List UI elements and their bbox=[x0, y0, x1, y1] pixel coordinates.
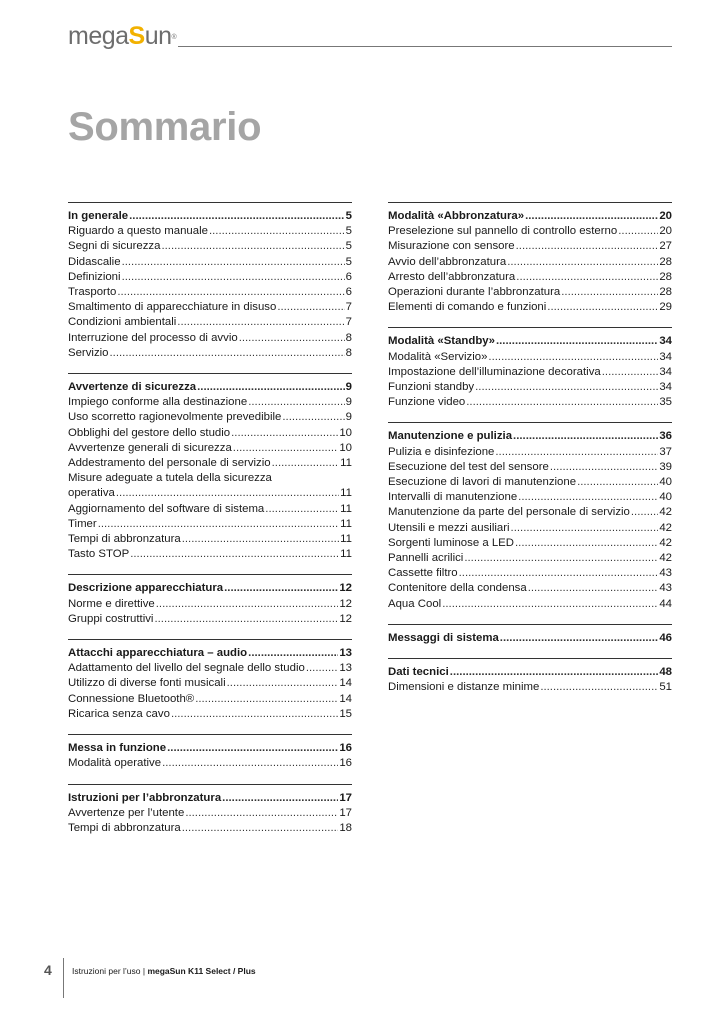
toc-page-number: 46 bbox=[659, 631, 672, 644]
toc-entry[interactable] bbox=[388, 300, 672, 315]
toc-page-number: 42 bbox=[659, 521, 672, 534]
toc-entry-title: Funzioni standby bbox=[388, 381, 475, 394]
toc-entry[interactable] bbox=[68, 300, 352, 315]
toc-entry-title: Messa in funzione bbox=[68, 742, 167, 755]
toc-entry[interactable] bbox=[68, 224, 352, 239]
toc-entry-title: Dati tecnici bbox=[388, 666, 449, 679]
toc-page-number: 36 bbox=[659, 430, 672, 443]
toc-page-number: 8 bbox=[345, 346, 352, 359]
toc-section bbox=[68, 373, 352, 562]
toc-leader-dots bbox=[162, 756, 338, 771]
toc-entry-title: Utensili e mezzi ausiliari bbox=[388, 521, 510, 534]
toc-page-number: 9 bbox=[345, 381, 352, 394]
toc-page-number: 40 bbox=[659, 476, 672, 489]
toc-page-number: 42 bbox=[659, 552, 672, 565]
toc-entry[interactable] bbox=[388, 505, 672, 520]
toc-leader-dots bbox=[233, 441, 339, 456]
toc-page-number: 12 bbox=[339, 582, 352, 595]
toc-leader-dots bbox=[618, 224, 658, 239]
toc-page-number: 43 bbox=[659, 567, 672, 580]
toc-entry-title: Aqua Cool bbox=[388, 597, 442, 610]
toc-entry-title: Aggiornamento del software di sistema bbox=[68, 502, 265, 515]
toc-leader-dots bbox=[515, 536, 658, 551]
toc-page-number: 6 bbox=[345, 286, 352, 299]
toc-entry[interactable] bbox=[68, 707, 352, 722]
toc-entry-title: Timer bbox=[68, 517, 97, 530]
toc-entry[interactable] bbox=[68, 502, 352, 517]
toc-page-number: 11 bbox=[340, 457, 352, 470]
toc-entry-title: Contenitore della condensa bbox=[388, 582, 527, 595]
toc-entry-title: Manutenzione da parte del personale di servizio bbox=[388, 506, 630, 519]
footer-doc-label: Istruzioni per l’uso | bbox=[72, 966, 148, 976]
toc-page-number: 42 bbox=[659, 506, 672, 519]
toc-page-number: 11 bbox=[340, 487, 352, 500]
toc-page-number: 28 bbox=[659, 286, 672, 299]
toc-leader-dots bbox=[464, 551, 658, 566]
toc-leader-dots bbox=[459, 566, 659, 581]
toc-page-number: 12 bbox=[339, 597, 352, 610]
toc-page-number: 11 bbox=[340, 533, 352, 546]
footer-product-name: megaSun K11 Select / Plus bbox=[147, 966, 256, 976]
toc-page-number: 15 bbox=[339, 707, 352, 720]
toc-leader-dots bbox=[450, 665, 659, 680]
toc-section-heading[interactable] bbox=[68, 741, 352, 756]
toc-entry-title: Misurazione con sensore bbox=[388, 240, 515, 253]
toc-entry-title: Funzione video bbox=[388, 396, 466, 409]
toc-page-number: 28 bbox=[659, 255, 672, 268]
toc-leader-dots bbox=[98, 517, 339, 532]
toc-page-number: 48 bbox=[659, 666, 672, 679]
toc-leader-dots bbox=[224, 581, 338, 596]
toc-entry-title: Modalità operative bbox=[68, 757, 162, 770]
toc-page-number: 14 bbox=[339, 692, 352, 705]
page-number: 4 bbox=[44, 962, 52, 978]
toc-entry-title: Elementi di comando e funzioni bbox=[388, 301, 547, 314]
toc-entry[interactable] bbox=[388, 460, 672, 475]
toc-leader-dots bbox=[122, 255, 345, 270]
toc-page-number: 29 bbox=[659, 301, 672, 314]
toc-page-number: 9 bbox=[345, 396, 352, 409]
toc-leader-dots bbox=[161, 239, 344, 254]
toc-entry[interactable] bbox=[68, 270, 352, 285]
toc-section-heading[interactable] bbox=[68, 791, 352, 806]
toc-leader-dots bbox=[117, 285, 344, 300]
toc-entry-title: Servizio bbox=[68, 346, 109, 359]
toc-leader-dots bbox=[475, 380, 658, 395]
toc-entry[interactable] bbox=[68, 821, 352, 836]
toc-leader-dots bbox=[265, 502, 339, 517]
toc-page-number: 40 bbox=[659, 491, 672, 504]
toc-page-number: 9 bbox=[345, 411, 352, 424]
toc-entry-title: Sorgenti luminose a LED bbox=[388, 536, 514, 549]
toc-leader-dots bbox=[130, 547, 339, 562]
toc-leader-dots bbox=[195, 692, 338, 707]
toc-leader-dots bbox=[116, 486, 339, 501]
toc-page-number: 17 bbox=[339, 791, 352, 804]
toc-entry[interactable] bbox=[388, 680, 672, 695]
toc-leader-dots bbox=[182, 821, 339, 836]
toc-entry-title: Ricarica senza cavo bbox=[68, 707, 170, 720]
toc-section-heading[interactable] bbox=[388, 429, 672, 444]
toc-leader-dots bbox=[577, 475, 658, 490]
toc-entry[interactable] bbox=[68, 597, 352, 612]
toc-entry[interactable] bbox=[388, 285, 672, 300]
toc-entry[interactable] bbox=[388, 255, 672, 270]
toc-entry[interactable] bbox=[68, 441, 352, 456]
toc-entry-title: Avvertenze per l’utente bbox=[68, 806, 185, 819]
toc-entry-title: Misure adeguate a tutela della sicurezza bbox=[68, 472, 272, 485]
toc-entry-title: Connessione Bluetooth® bbox=[68, 692, 195, 705]
logo-text-suffix: un bbox=[144, 22, 172, 50]
toc-leader-dots bbox=[156, 597, 339, 612]
toc-page-number: 14 bbox=[339, 677, 352, 690]
toc-entry-title: Esecuzione di lavori di manutenzione bbox=[388, 476, 577, 489]
toc-page-number: 5 bbox=[345, 255, 352, 268]
toc-leader-dots bbox=[248, 646, 338, 661]
toc-entry[interactable] bbox=[388, 581, 672, 596]
toc-leader-dots bbox=[495, 445, 658, 460]
toc-entry-title: Descrizione apparecchiatura bbox=[68, 582, 224, 595]
toc-page-number: 17 bbox=[339, 806, 352, 819]
toc-page-number: 34 bbox=[659, 365, 672, 378]
toc-section bbox=[68, 639, 352, 722]
toc-entry-title: Arresto dell’abbronzatura bbox=[388, 270, 516, 283]
toc-entry[interactable] bbox=[388, 536, 672, 551]
toc-entry[interactable] bbox=[68, 661, 352, 676]
toc-page-number: 7 bbox=[345, 301, 352, 314]
toc-entry[interactable] bbox=[68, 676, 352, 691]
toc-entry[interactable] bbox=[388, 395, 672, 410]
toc-entry[interactable] bbox=[68, 486, 352, 501]
toc-leader-dots bbox=[209, 224, 345, 239]
toc-leader-dots bbox=[182, 532, 339, 547]
toc-page-number: 28 bbox=[659, 270, 672, 283]
toc-section-heading[interactable] bbox=[388, 631, 672, 646]
toc-page-number: 11 bbox=[340, 548, 352, 561]
toc-entry-title: Smaltimento di apparecchiature in disuso bbox=[68, 301, 277, 314]
toc-page-number: 7 bbox=[345, 316, 352, 329]
toc-entry[interactable] bbox=[68, 756, 352, 771]
toc-page-number: 18 bbox=[339, 821, 352, 834]
toc-leader-dots bbox=[197, 380, 345, 395]
toc-entry[interactable] bbox=[68, 315, 352, 330]
toc-section-heading[interactable] bbox=[388, 665, 672, 680]
toc-section-heading[interactable] bbox=[68, 380, 352, 395]
toc-leader-dots bbox=[239, 331, 345, 346]
toc-entry-title: Tasto STOP bbox=[68, 548, 130, 561]
toc-leader-dots bbox=[500, 631, 659, 646]
toc-page-number: 27 bbox=[659, 240, 672, 253]
toc-leader-dots bbox=[227, 676, 339, 691]
toc-right-column bbox=[388, 202, 672, 707]
page-title: Sommario bbox=[68, 105, 262, 149]
toc-page-number: 16 bbox=[339, 757, 352, 770]
toc-leader-dots bbox=[550, 460, 658, 475]
toc-page-number: 34 bbox=[659, 350, 672, 363]
toc-section bbox=[388, 327, 672, 410]
footer-rule bbox=[63, 958, 64, 998]
toc-page-number: 37 bbox=[659, 445, 672, 458]
toc-leader-dots bbox=[442, 597, 658, 612]
toc-entry[interactable] bbox=[68, 285, 352, 300]
toc-page-number: 13 bbox=[339, 647, 352, 660]
toc-page-number: 10 bbox=[339, 426, 352, 439]
toc-entry-title: Istruzioni per l’abbronzatura bbox=[68, 791, 222, 804]
toc-leader-dots bbox=[177, 315, 344, 330]
toc-leader-dots bbox=[272, 456, 340, 471]
toc-leader-dots bbox=[282, 410, 344, 425]
toc-entry-title: Uso scorretto ragionevolmente prevedibile bbox=[68, 411, 282, 424]
toc-section bbox=[388, 624, 672, 646]
toc-entry-title: Utilizzo di diverse fonti musicali bbox=[68, 677, 226, 690]
toc-leader-dots bbox=[507, 255, 658, 270]
toc-entry-title: Avvertenze generali di sicurezza bbox=[68, 441, 232, 454]
toc-leader-dots bbox=[488, 350, 658, 365]
toc-entry[interactable] bbox=[388, 365, 672, 380]
toc-leader-dots bbox=[129, 209, 345, 224]
toc-entry[interactable] bbox=[68, 456, 352, 471]
toc-page-number: 6 bbox=[345, 270, 352, 283]
toc-leader-dots bbox=[540, 680, 658, 695]
toc-section bbox=[388, 202, 672, 315]
toc-entry[interactable] bbox=[68, 239, 352, 254]
toc-entry-title: Tempi di abbronzatura bbox=[68, 533, 181, 546]
toc-leader-dots bbox=[511, 521, 659, 536]
toc-entry-title: Messaggi di sistema bbox=[388, 631, 499, 644]
toc-entry-title: Pulizia e disinfezione bbox=[388, 445, 495, 458]
toc-entry-title: Impiego conforme alla destinazione bbox=[68, 396, 248, 409]
toc-page-number: 5 bbox=[345, 240, 352, 253]
toc-entry-title: Intervalli di manutenzione bbox=[388, 491, 518, 504]
toc-leader-dots bbox=[561, 285, 658, 300]
toc-entry-title: Didascalie bbox=[68, 255, 121, 268]
toc-leader-dots bbox=[154, 612, 338, 627]
toc-page-number: 51 bbox=[659, 681, 672, 694]
toc-entry[interactable] bbox=[388, 239, 672, 254]
toc-page-number: 11 bbox=[340, 502, 352, 515]
footer-text bbox=[72, 966, 256, 976]
logo-registered-mark: ® bbox=[171, 34, 177, 41]
toc-leader-dots bbox=[167, 741, 338, 756]
toc-entry-title: Obblighi del gestore dello studio bbox=[68, 426, 231, 439]
toc-entry-title: operativa bbox=[68, 487, 115, 500]
toc-leader-dots bbox=[306, 661, 338, 676]
toc-entry-title: Modalità «Standby» bbox=[388, 335, 495, 348]
toc-section bbox=[68, 202, 352, 361]
toc-entry-title: Norme e direttive bbox=[68, 597, 155, 610]
toc-page-number: 34 bbox=[659, 335, 672, 348]
toc-entry-title: Impostazione dell’illuminazione decorativa bbox=[388, 365, 601, 378]
toc-section-heading[interactable] bbox=[68, 209, 352, 224]
toc-entry[interactable] bbox=[388, 490, 672, 505]
toc-page-number: 5 bbox=[345, 225, 352, 238]
brand-logo bbox=[68, 22, 176, 50]
toc-entry[interactable] bbox=[388, 566, 672, 581]
toc-entry-title: Avvertenze di sicurezza bbox=[68, 381, 197, 394]
toc-entry[interactable] bbox=[388, 380, 672, 395]
toc-section-heading[interactable] bbox=[388, 334, 672, 349]
toc-leader-dots bbox=[248, 395, 344, 410]
logo-text-s: S bbox=[128, 22, 145, 50]
toc-entry[interactable] bbox=[68, 806, 352, 821]
toc-entry[interactable] bbox=[68, 547, 352, 562]
toc-page-number: 20 bbox=[659, 225, 672, 238]
toc-leader-dots bbox=[513, 429, 658, 444]
toc-page-number: 5 bbox=[345, 210, 352, 222]
toc-entry-title: Trasporto bbox=[68, 286, 117, 299]
toc-section-heading[interactable] bbox=[68, 581, 352, 596]
toc-section bbox=[68, 734, 352, 771]
toc-entry[interactable] bbox=[388, 350, 672, 365]
toc-leader-dots bbox=[466, 395, 658, 410]
toc-page-number: 44 bbox=[659, 597, 672, 610]
toc-page-number: 39 bbox=[659, 460, 672, 473]
toc-page-number: 35 bbox=[659, 396, 672, 409]
toc-entry-title: Riguardo a questo manuale bbox=[68, 225, 208, 238]
toc-entry[interactable] bbox=[388, 597, 672, 612]
toc-entry[interactable] bbox=[388, 445, 672, 460]
toc-leader-dots bbox=[547, 300, 658, 315]
toc-entry[interactable] bbox=[388, 224, 672, 239]
toc-entry-title: Gruppi costruttivi bbox=[68, 612, 154, 625]
toc-entry-title: Preselezione sul pannello di controllo esterno bbox=[388, 225, 618, 238]
toc-entry-title: Addestramento del personale di servizio bbox=[68, 457, 271, 470]
toc-page-number: 20 bbox=[659, 210, 672, 222]
toc-entry-title: Esecuzione del test del sensore bbox=[388, 460, 549, 473]
toc-entry[interactable] bbox=[68, 692, 352, 707]
toc-leader-dots bbox=[528, 581, 659, 596]
toc-entry[interactable] bbox=[388, 521, 672, 536]
toc-leader-dots bbox=[222, 791, 338, 806]
toc-entry[interactable] bbox=[68, 612, 352, 627]
toc-entry-title: Definizioni bbox=[68, 270, 121, 283]
toc-entry[interactable] bbox=[68, 532, 352, 547]
toc-entry-title: Segni di sicurezza bbox=[68, 240, 161, 253]
toc-entry[interactable] bbox=[68, 426, 352, 441]
logo-text-prefix: mega bbox=[68, 22, 129, 50]
toc-entry[interactable] bbox=[68, 395, 352, 410]
toc-entry-title: Pannelli acrilici bbox=[388, 552, 464, 565]
header-rule bbox=[178, 46, 672, 47]
toc-entry-title: Operazioni durante l’abbronzatura bbox=[388, 286, 561, 299]
toc-leader-dots bbox=[516, 239, 659, 254]
toc-entry-title: Cassette filtro bbox=[388, 567, 458, 580]
toc-entry[interactable] bbox=[68, 410, 352, 425]
toc-section-heading[interactable] bbox=[68, 646, 352, 661]
toc-entry[interactable] bbox=[388, 551, 672, 566]
toc-entry-title: Adattamento del livello del segnale dello studio bbox=[68, 662, 305, 675]
toc-entry-title: Interruzione del processo di avvio bbox=[68, 331, 238, 344]
toc-page-number: 13 bbox=[339, 662, 352, 675]
toc-page-number: 16 bbox=[339, 742, 352, 755]
toc-leader-dots bbox=[110, 346, 345, 361]
toc-entry-title: Avvio dell’abbronzatura bbox=[388, 255, 507, 268]
toc-entry-title: Manutenzione e pulizia bbox=[388, 430, 513, 443]
toc-leader-dots bbox=[518, 490, 658, 505]
toc-section-heading[interactable] bbox=[388, 209, 672, 224]
toc-section bbox=[388, 422, 672, 611]
toc-entry-title: Condizioni ambientali bbox=[68, 316, 177, 329]
toc-entry[interactable] bbox=[68, 331, 352, 346]
toc-entry-title: Tempi di abbronzatura bbox=[68, 821, 181, 834]
toc-leader-dots bbox=[231, 426, 338, 441]
toc-page-number: 42 bbox=[659, 536, 672, 549]
toc-page-number: 8 bbox=[345, 331, 352, 344]
toc-leader-dots bbox=[516, 270, 658, 285]
toc-entry[interactable] bbox=[68, 346, 352, 361]
toc-leader-dots bbox=[631, 505, 658, 520]
toc-section bbox=[388, 658, 672, 695]
toc-left-column bbox=[68, 202, 352, 848]
toc-entry-title: Modalità «Servizio» bbox=[388, 350, 488, 363]
toc-page-number: 43 bbox=[659, 582, 672, 595]
toc-leader-dots bbox=[171, 707, 338, 722]
toc-page-number: 12 bbox=[339, 612, 352, 625]
toc-page-number: 11 bbox=[340, 517, 352, 530]
toc-leader-dots bbox=[496, 334, 658, 349]
toc-page-number: 34 bbox=[659, 381, 672, 394]
toc-entry[interactable] bbox=[68, 471, 352, 486]
toc-leader-dots bbox=[602, 365, 659, 380]
toc-entry-title: Dimensioni e distanze minime bbox=[388, 681, 540, 694]
toc-entry[interactable] bbox=[388, 270, 672, 285]
toc-entry-title: Attacchi apparecchiatura – audio bbox=[68, 647, 248, 660]
toc-entry[interactable] bbox=[388, 475, 672, 490]
toc-entry[interactable] bbox=[68, 517, 352, 532]
toc-page-number: 10 bbox=[339, 441, 352, 454]
toc-leader-dots bbox=[185, 806, 338, 821]
toc-leader-dots bbox=[277, 300, 344, 315]
toc-section bbox=[68, 784, 352, 837]
toc-leader-dots bbox=[122, 270, 345, 285]
toc-entry-title: In generale bbox=[68, 210, 129, 222]
toc-entry[interactable] bbox=[68, 255, 352, 270]
toc-entry-title: Modalità «Abbronzatura» bbox=[388, 210, 525, 222]
toc-section bbox=[68, 574, 352, 627]
toc-leader-dots bbox=[525, 209, 658, 224]
